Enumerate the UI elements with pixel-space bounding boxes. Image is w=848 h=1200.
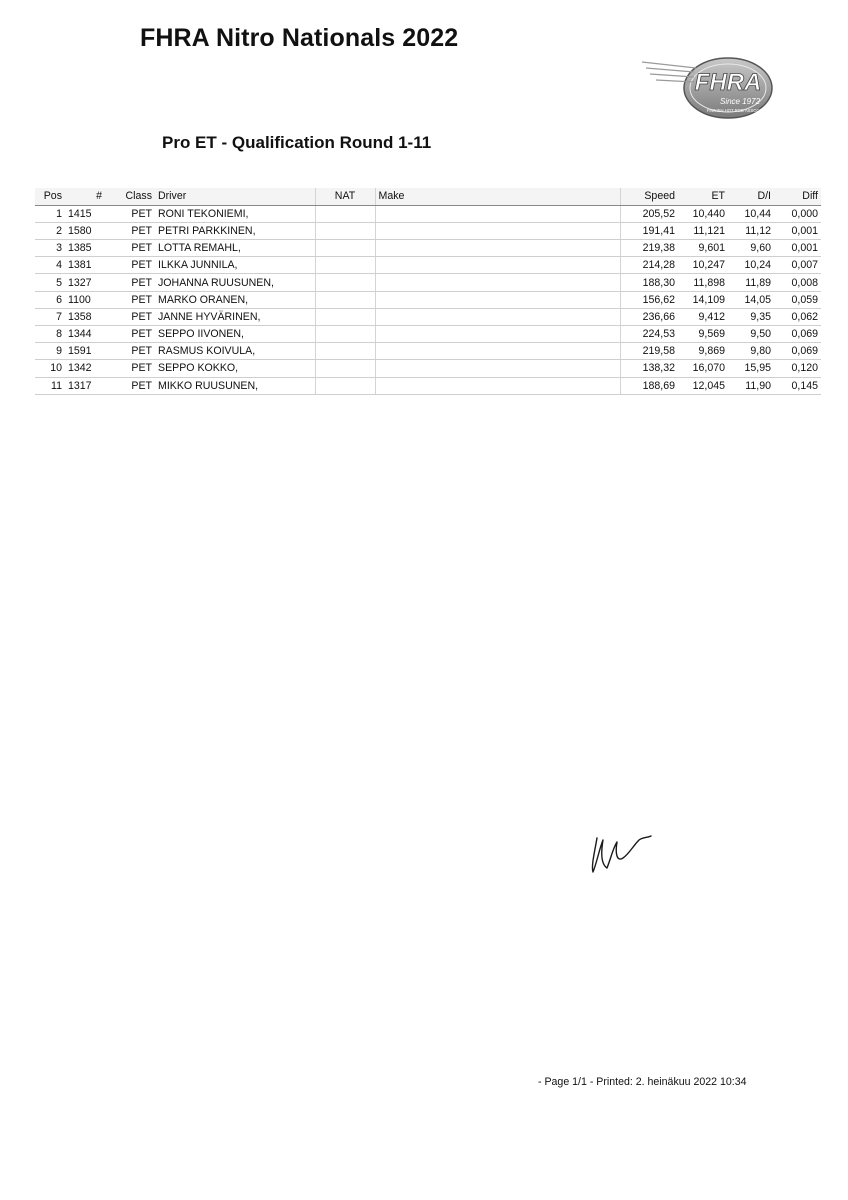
col-header-di: D/I xyxy=(728,188,774,205)
cell-num: 1317 xyxy=(65,377,105,394)
cell-make xyxy=(375,360,620,377)
cell-make xyxy=(375,240,620,257)
cell-nat xyxy=(315,222,375,239)
cell-pos: 7 xyxy=(35,308,65,325)
table-row xyxy=(35,257,821,274)
cell-diff: 0,069 xyxy=(774,343,821,360)
cell-di: 10,44 xyxy=(728,205,774,222)
cell-et: 9,569 xyxy=(678,326,728,343)
cell-speed: 214,28 xyxy=(620,257,678,274)
table-row xyxy=(35,377,821,394)
cell-pos: 3 xyxy=(35,240,65,257)
cell-class: PET xyxy=(105,222,155,239)
cell-make xyxy=(375,205,620,222)
cell-nat xyxy=(315,274,375,291)
cell-nat xyxy=(315,326,375,343)
cell-nat xyxy=(315,377,375,394)
cell-num: 1580 xyxy=(65,222,105,239)
cell-pos: 10 xyxy=(35,360,65,377)
cell-driver: SEPPO IIVONEN, xyxy=(155,326,315,343)
col-header-make: Make xyxy=(375,188,620,205)
cell-diff: 0,120 xyxy=(774,360,821,377)
cell-speed: 188,30 xyxy=(620,274,678,291)
cell-di: 9,50 xyxy=(728,326,774,343)
cell-driver: JANNE HYVÄRINEN, xyxy=(155,308,315,325)
cell-class: PET xyxy=(105,308,155,325)
table-row xyxy=(35,291,821,308)
table-row xyxy=(35,326,821,343)
page-subtitle: Pro ET - Qualification Round 1-11 xyxy=(162,133,432,152)
cell-class: PET xyxy=(105,377,155,394)
cell-class: PET xyxy=(105,291,155,308)
print-footer: - Page 1/1 - Printed: 2. heinäkuu 2022 10:34 xyxy=(538,1076,747,1088)
cell-et: 16,070 xyxy=(678,360,728,377)
cell-driver: MIKKO RUUSUNEN, xyxy=(155,377,315,394)
cell-speed: 138,32 xyxy=(620,360,678,377)
col-header-speed: Speed xyxy=(620,188,678,205)
cell-speed: 224,53 xyxy=(620,326,678,343)
cell-driver: PETRI PARKKINEN, xyxy=(155,222,315,239)
cell-driver: LOTTA REMAHL, xyxy=(155,240,315,257)
cell-nat xyxy=(315,360,375,377)
cell-diff: 0,007 xyxy=(774,257,821,274)
signature-icon xyxy=(585,828,665,880)
cell-make xyxy=(375,377,620,394)
cell-di: 9,80 xyxy=(728,343,774,360)
cell-pos: 6 xyxy=(35,291,65,308)
cell-speed: 191,41 xyxy=(620,222,678,239)
cell-driver: RONI TEKONIEMI, xyxy=(155,205,315,222)
cell-di: 15,95 xyxy=(728,360,774,377)
cell-diff: 0,001 xyxy=(774,240,821,257)
cell-speed: 236,66 xyxy=(620,308,678,325)
cell-num: 1358 xyxy=(65,308,105,325)
cell-driver: ILKKA JUNNILA, xyxy=(155,257,315,274)
logo-wordmark: FHRA xyxy=(694,69,762,96)
cell-et: 9,412 xyxy=(678,308,728,325)
cell-di: 11,90 xyxy=(728,377,774,394)
cell-speed: 219,38 xyxy=(620,240,678,257)
cell-driver: RASMUS KOIVULA, xyxy=(155,343,315,360)
cell-make xyxy=(375,291,620,308)
cell-di: 10,24 xyxy=(728,257,774,274)
col-header-diff: Diff xyxy=(774,188,821,205)
cell-class: PET xyxy=(105,240,155,257)
table-row xyxy=(35,205,821,222)
cell-driver: SEPPO KOKKO, xyxy=(155,360,315,377)
logo-org: FINNISH HOT ROD ASSOCIATION xyxy=(706,108,774,113)
cell-make xyxy=(375,343,620,360)
cell-driver: JOHANNA RUUSUNEN, xyxy=(155,274,315,291)
cell-nat xyxy=(315,291,375,308)
cell-class: PET xyxy=(105,257,155,274)
cell-nat xyxy=(315,240,375,257)
cell-di: 14,05 xyxy=(728,291,774,308)
cell-pos: 4 xyxy=(35,257,65,274)
cell-driver: MARKO ORANEN, xyxy=(155,291,315,308)
cell-pos: 1 xyxy=(35,205,65,222)
cell-et: 11,121 xyxy=(678,222,728,239)
cell-class: PET xyxy=(105,360,155,377)
cell-speed: 188,69 xyxy=(620,377,678,394)
logo-tagline: Since 1972 xyxy=(719,97,761,106)
table-row xyxy=(35,360,821,377)
cell-nat xyxy=(315,343,375,360)
page-title: FHRA Nitro Nationals 2022 xyxy=(140,24,459,52)
cell-class: PET xyxy=(105,326,155,343)
cell-et: 10,247 xyxy=(678,257,728,274)
table-row xyxy=(35,274,821,291)
cell-make xyxy=(375,308,620,325)
table-row xyxy=(35,222,821,239)
table-row xyxy=(35,308,821,325)
cell-diff: 0,000 xyxy=(774,205,821,222)
cell-nat xyxy=(315,257,375,274)
col-header-pos: Pos xyxy=(35,188,65,205)
table-header-row xyxy=(35,188,821,205)
cell-num: 1415 xyxy=(65,205,105,222)
col-header-driver: Driver xyxy=(155,188,315,205)
cell-class: PET xyxy=(105,205,155,222)
cell-num: 1100 xyxy=(65,291,105,308)
cell-et: 10,440 xyxy=(678,205,728,222)
col-header-nat: NAT xyxy=(315,188,375,205)
cell-diff: 0,008 xyxy=(774,274,821,291)
cell-make xyxy=(375,326,620,343)
cell-diff: 0,062 xyxy=(774,308,821,325)
cell-pos: 8 xyxy=(35,326,65,343)
cell-pos: 11 xyxy=(35,377,65,394)
cell-num: 1385 xyxy=(65,240,105,257)
cell-et: 14,109 xyxy=(678,291,728,308)
cell-pos: 5 xyxy=(35,274,65,291)
fhra-logo xyxy=(636,52,776,124)
cell-speed: 205,52 xyxy=(620,205,678,222)
cell-num: 1381 xyxy=(65,257,105,274)
cell-diff: 0,001 xyxy=(774,222,821,239)
cell-di: 11,89 xyxy=(728,274,774,291)
cell-di: 9,60 xyxy=(728,240,774,257)
col-header-et: ET xyxy=(678,188,728,205)
col-header-class: Class xyxy=(105,188,155,205)
cell-diff: 0,145 xyxy=(774,377,821,394)
results-table xyxy=(35,188,821,395)
cell-speed: 156,62 xyxy=(620,291,678,308)
cell-diff: 0,059 xyxy=(774,291,821,308)
cell-diff: 0,069 xyxy=(774,326,821,343)
cell-di: 9,35 xyxy=(728,308,774,325)
cell-make xyxy=(375,257,620,274)
cell-et: 9,869 xyxy=(678,343,728,360)
cell-et: 9,601 xyxy=(678,240,728,257)
cell-num: 1342 xyxy=(65,360,105,377)
cell-pos: 9 xyxy=(35,343,65,360)
cell-class: PET xyxy=(105,274,155,291)
cell-make xyxy=(375,222,620,239)
cell-et: 12,045 xyxy=(678,377,728,394)
cell-pos: 2 xyxy=(35,222,65,239)
cell-make xyxy=(375,274,620,291)
cell-num: 1327 xyxy=(65,274,105,291)
cell-nat xyxy=(315,205,375,222)
results-body xyxy=(35,205,821,394)
cell-nat xyxy=(315,308,375,325)
cell-di: 11,12 xyxy=(728,222,774,239)
cell-class: PET xyxy=(105,343,155,360)
cell-num: 1344 xyxy=(65,326,105,343)
cell-et: 11,898 xyxy=(678,274,728,291)
cell-num: 1591 xyxy=(65,343,105,360)
table-row xyxy=(35,240,821,257)
table-row xyxy=(35,343,821,360)
cell-speed: 219,58 xyxy=(620,343,678,360)
col-header-number: # xyxy=(65,188,105,205)
